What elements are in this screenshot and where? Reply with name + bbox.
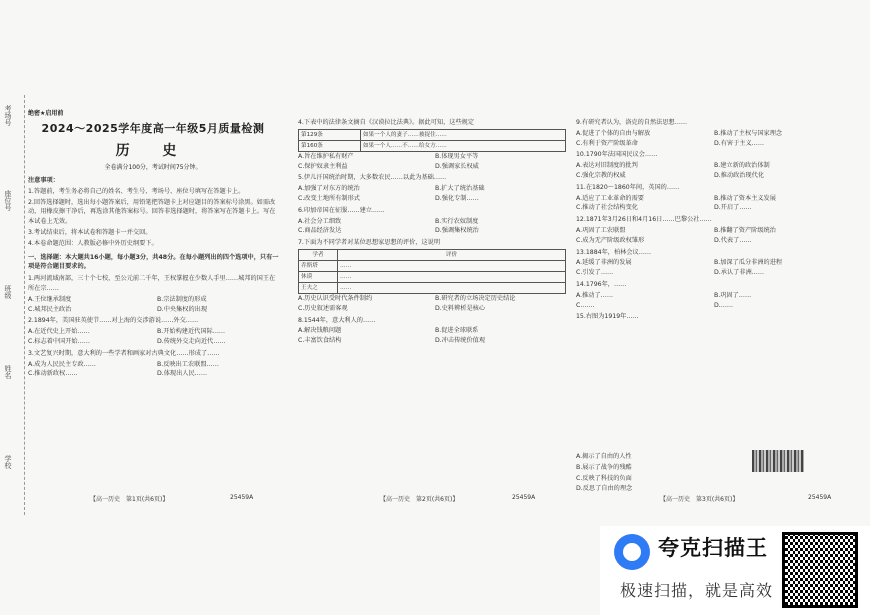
notice-item: 4.本卷命题范围：人教版必修中外历史纲要下。 — [28, 239, 158, 247]
option: A.历史认识受时代条件制约 — [298, 294, 373, 302]
question-12: 12.1871年3月26日和4月16日……巴黎公社…… — [576, 216, 712, 224]
option: C.成为无产阶级政权雏形 — [576, 236, 645, 244]
law-table — [298, 129, 566, 152]
page-column-2 — [298, 118, 566, 492]
option: C.保护奴隶主利益 — [298, 162, 348, 170]
table-cell: …… — [338, 271, 566, 282]
question-15: 15.右图为1919年…… — [576, 313, 639, 321]
option: D.强调集权统治 — [435, 227, 479, 235]
option: B.展示了战争的残酷 — [576, 463, 632, 471]
table-row — [299, 260, 566, 271]
table-cell: 如果一个人的妻子……被捉住…… — [360, 129, 565, 140]
option: A.成为人民民主专政…… — [28, 360, 96, 368]
option: C.历史叙述需客观 — [298, 304, 348, 312]
binding-label: 学校 — [4, 455, 12, 469]
table-cell: 休谟 — [299, 271, 338, 282]
page-footer: 【高一历史 第3页(共6页)】 — [660, 496, 739, 503]
table-header: 评价 — [338, 249, 566, 260]
option: D.…… — [714, 301, 734, 309]
table-cell: 如果一个人……不……给女方…… — [360, 140, 565, 151]
option: C.有利于资产阶级革命 — [576, 139, 638, 147]
question-12-options — [576, 226, 846, 246]
option: C.丰富饮食结构 — [298, 337, 342, 345]
notice-item: 3.考试结束后，将本试卷和答题卡一并交回。 — [28, 228, 152, 236]
option: C.推动了社会结构变化 — [576, 204, 638, 212]
exam-title: 2024～2025学年度高一年级5月质量检测 — [41, 122, 265, 135]
question-14-options — [576, 291, 846, 311]
question-8-options — [298, 326, 566, 346]
option: D.有害于主义…… — [714, 139, 765, 147]
table-row — [299, 140, 566, 151]
option: B.体现男女平等 — [435, 152, 479, 160]
option: D.代表了…… — [714, 236, 752, 244]
option: C.引发了…… — [576, 269, 614, 277]
option: D.强调家长权威 — [435, 162, 479, 170]
scanner-watermark — [600, 526, 870, 615]
table-cell: …… — [338, 282, 566, 293]
option: A.旨在维护私有财产 — [298, 152, 354, 160]
binding-strip — [0, 95, 25, 515]
option: C.商品经济发达 — [298, 227, 342, 235]
table-header: 学者 — [299, 249, 338, 260]
evaluation-table — [298, 249, 566, 294]
option: C.反映了科技的负面 — [576, 474, 632, 482]
watermark-slogan: 极速扫描，就是高效 — [620, 581, 774, 600]
question-3: 3.文艺复兴时期，意大利的一些学者和画家对古典文化……形成了…… — [28, 349, 220, 357]
option: A.揭示了自由的人性 — [576, 453, 632, 460]
option: C.…… — [576, 301, 595, 309]
question-1: 1.两河流域南部，三十个七校，至公元前二千年，王权掌握在少数人手里……城邦的国王在所在宗…… — [28, 275, 276, 292]
table-row — [299, 129, 566, 140]
table-cell: 第160条 — [299, 140, 361, 151]
question-14: 14.1796年，…… — [576, 280, 627, 288]
option: A.社会分工细致 — [298, 217, 342, 225]
binding-label: 考场号 — [4, 105, 12, 126]
page-column-1 — [28, 176, 280, 492]
option: A.促进了个体的自由与解放 — [576, 129, 651, 137]
option: B.巩固了…… — [714, 291, 752, 299]
option: D.反思了自由的理念 — [576, 485, 633, 493]
option: A.延缓了非洲的发展 — [576, 259, 632, 267]
question-10: 10.1790年法国国民议会…… — [576, 151, 658, 159]
option: D.承认了非洲…… — [714, 269, 765, 277]
notice-item: 1.答题前，考生务必将自己的姓名、考生号、考场号、座位号填写在答题卡上。 — [28, 187, 245, 195]
question-13-options — [576, 258, 846, 278]
exam-meta: 全卷满分100分，考试时间75分钟。 — [104, 164, 202, 171]
question-9: 9.有研究者认为，洛克的自然法思想…… — [576, 119, 688, 126]
option: A.解决钱粮问题 — [298, 327, 342, 335]
qr-code-icon — [782, 532, 858, 608]
subject-title: 历 史 — [115, 143, 191, 159]
page-footer: 【高一历史 第2页(共6页)】 — [380, 496, 459, 503]
table-row — [299, 282, 566, 293]
page-column-3 — [576, 118, 846, 448]
notice-item: 2.回答选择题时，选出每小题答案后，用铅笔把答题卡上对应题目的答案标号涂黑。如需改动，用橡皮擦干净后，再选涂其他答案标号。回答非选择题时，将答案写在答题卡上。写在本试卷上无效。 — [28, 198, 276, 226]
option: B.推动了主权与国家理念 — [714, 129, 783, 137]
table-cell: 王夫之 — [299, 282, 338, 293]
page-code: 25459A — [512, 494, 536, 501]
question-9-options — [576, 129, 846, 149]
watermark-app-name: 夸克扫描王 — [658, 536, 768, 560]
option: B.促进全球联系 — [435, 327, 479, 335]
quark-logo-icon — [614, 534, 650, 570]
question-13: 13.1884年，柏林会议…… — [576, 248, 652, 256]
option: A.巩固了工农联盟 — [576, 226, 626, 234]
option: C.改变土地所有制形式 — [298, 194, 360, 202]
question-6-options — [298, 217, 566, 237]
question-6: 6.印加帝国在征服……建立…… — [298, 206, 385, 214]
option: B.建立新的政治体制 — [714, 162, 770, 170]
option: B.开始构建近代国际…… — [157, 328, 226, 336]
option: B.宗法制度的形成 — [157, 295, 207, 303]
binding-label: 姓名 — [4, 365, 12, 379]
table-row — [299, 271, 566, 282]
option: A.在近代史上开始…… — [28, 328, 90, 336]
question-10-options — [576, 161, 846, 181]
option: B.反映出工农联盟…… — [157, 360, 219, 368]
option: C.强化宗教的权威 — [576, 171, 626, 179]
question-1-options — [28, 295, 280, 315]
option: D.推动政治现代化 — [714, 171, 765, 179]
table-cell: …… — [338, 260, 566, 271]
option: B.推翻了资产阶级统治 — [714, 226, 776, 234]
historical-photo — [752, 450, 804, 472]
question-5-options — [298, 184, 566, 204]
notice-title: 注意事项： — [28, 177, 59, 184]
option: D.传统外交走向近代…… — [157, 337, 226, 345]
option: B.研究者的立场决定历史结论 — [435, 294, 516, 302]
question-8: 8.1544年，意大利人的…… — [298, 316, 376, 324]
option: D.冲击传统价值观 — [435, 337, 486, 345]
question-15-options — [576, 452, 746, 496]
option: A.推动了…… — [576, 291, 614, 299]
option: B.推动了资本主义发展 — [714, 194, 776, 202]
question-7-options — [298, 294, 566, 314]
table-row — [299, 249, 566, 260]
question-4: 4.下表中的法律条文摘自《汉谟拉比法典》。据此可知，这些规定 — [298, 119, 475, 126]
question-4-options — [298, 152, 566, 172]
option: A.王位继承制度 — [28, 295, 72, 303]
question-2: 2.1894年，美国驻英使节……对上海的交涉游说……外交…… — [28, 317, 199, 325]
option: B.扩大了统治基础 — [435, 185, 485, 193]
page-footer: 【高一历史 第1页(共6页)】 — [90, 496, 169, 503]
question-7: 7.下面为不同学者对某位思想家思想的评价，这说明 — [298, 239, 441, 247]
option: A.表达对旧制度的批判 — [576, 162, 638, 170]
question-11: 11.在1820～1860年间，英国的…… — [576, 183, 680, 191]
section-title: 一、选择题：本大题共16小题，每小题3分，共48分。在每小题列出的四个选项中，只有一项是符合题目要求的。 — [28, 253, 279, 271]
option: B.加深了瓜分非洲的进程 — [714, 259, 783, 267]
question-11-options — [576, 194, 846, 214]
option: A.加强了对东方的统治 — [298, 185, 360, 193]
binding-label: 班级 — [4, 285, 12, 299]
option: D.强化专制…… — [435, 194, 479, 202]
table-cell: 第129条 — [299, 129, 361, 140]
confidential-tag: 绝密★启用前 — [28, 110, 64, 117]
question-2-options — [28, 327, 280, 347]
option: D.开启了…… — [714, 204, 752, 212]
option: C.标志着中国开始…… — [28, 337, 90, 345]
table-cell: 乔斯塔 — [299, 260, 338, 271]
question-5: 5.伊儿汗国统治时期，大多数农民……以此为基础…… — [298, 174, 447, 182]
option: D.中央集权的出现 — [157, 305, 208, 313]
option: D.史料辨析是核心 — [435, 304, 486, 312]
binding-label: 座位号 — [4, 190, 12, 211]
option: C.城邦民主政治 — [28, 305, 72, 313]
option: D.体现出人民…… — [157, 370, 208, 378]
option: B.实行农奴制度 — [435, 217, 479, 225]
page-code: 25459A — [808, 494, 832, 501]
option: C.推动新政权…… — [28, 370, 78, 378]
page-code: 25459A — [230, 494, 254, 501]
option: A.适应了工业革命的需要 — [576, 194, 644, 202]
question-3-options — [28, 360, 280, 380]
